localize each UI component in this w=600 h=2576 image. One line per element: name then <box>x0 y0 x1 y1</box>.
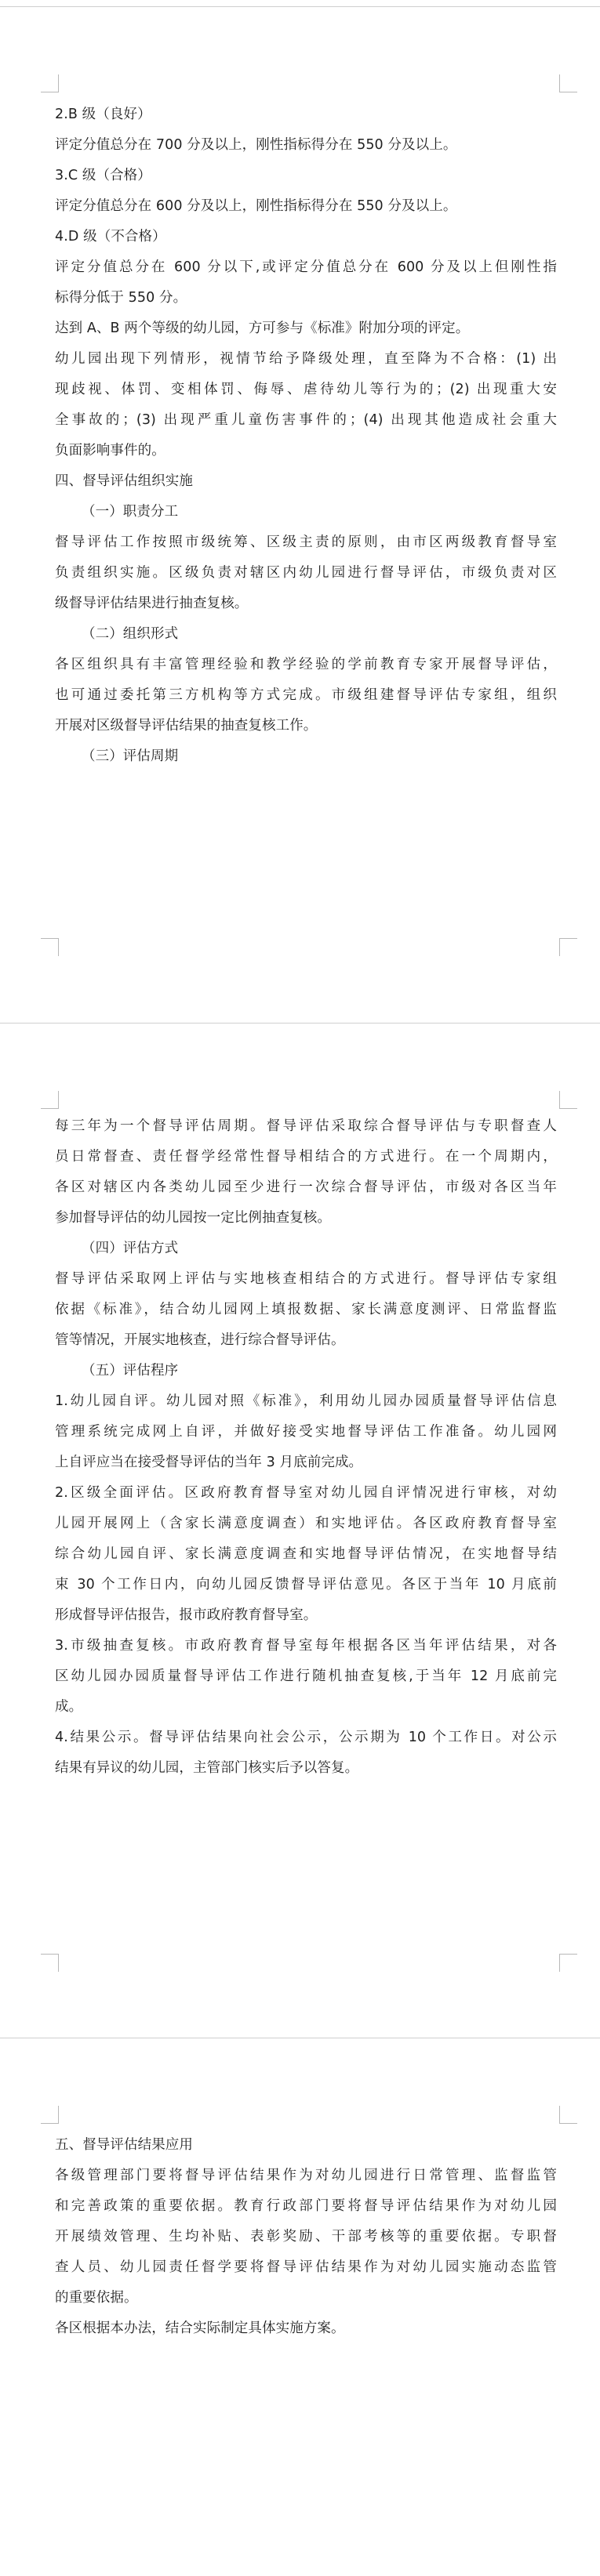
section-heading: 五、督导评估结果应用 <box>55 2137 193 2153</box>
page-body <box>55 1111 557 1784</box>
document-page <box>0 1024 600 2038</box>
margin-corner-mark <box>559 1954 577 1972</box>
paragraph-line: 负面影响事件的。 <box>55 443 165 458</box>
page-body <box>55 100 557 772</box>
paragraph-line: 4.结果公示。督导评估结果向社会公示，公示期为 10 个工作日。对公示 <box>55 1730 557 1745</box>
paragraph-line: 督导评估采取网上评估与实地核查相结合的方式进行。督导评估专家组 <box>55 1271 557 1287</box>
subsection-heading: （二）组织形式 <box>82 626 179 642</box>
paragraph-line: 标得分低于 550 分。 <box>55 290 187 306</box>
page-body <box>55 2130 557 2344</box>
paragraph-line: 评定分值总分在 700 分及以上，刚性指标得分在 550 分及以上。 <box>55 137 457 153</box>
paragraph-line: 1.幼儿园自评。幼儿园对照《标准》，利用幼儿园办园质量督导评估信息 <box>55 1393 557 1409</box>
subsection-heading: （五）评估程序 <box>82 1363 179 1379</box>
margin-corner-mark <box>559 74 577 92</box>
paragraph-line: 束 30 个工作日内，向幼儿园反馈督导评估意见。各区于当年 10 月底前 <box>55 1577 557 1592</box>
document-page <box>0 0 600 1023</box>
paragraph-line: 各区组织具有丰富管理经验和教学经验的学前教育专家开展督导评估， <box>55 657 557 672</box>
paragraph-line: 幼儿园出现下列情形，视情节给予降级处理，直至降为不合格：(1) 出 <box>55 351 557 367</box>
subsection-heading: （四）评估方式 <box>82 1241 179 1256</box>
paragraph-line: 督导评估工作按照市级统筹、区级主责的原则，由市区两级教育督导室 <box>55 534 557 550</box>
paragraph-line: 达到 A、B 两个等级的幼儿园，方可参与《标准》附加分项的评定。 <box>55 321 470 336</box>
paragraph-line: 管等情况，开展实地核查，进行综合督导评估。 <box>55 1332 345 1348</box>
section-heading: 2.B 级（良好） <box>55 107 151 122</box>
paragraph-line: 开展绩效管理、生均补贴、表彰奖励、干部考核等的重要依据。专职督 <box>55 2229 557 2244</box>
section-heading: 3.C 级（合格） <box>55 168 151 183</box>
paragraph-line: 依据《标准》，结合幼儿园网上填报数据、家长满意度测评、日常监督监 <box>55 1302 557 1317</box>
paragraph-line: 和完善政策的重要依据。教育行政部门要将督导评估结果作为对幼儿园 <box>55 2198 557 2214</box>
subsection-heading: （一）职责分工 <box>82 504 179 520</box>
margin-corner-mark <box>41 1954 59 1972</box>
paragraph-line: 员日常督查、责任督学经常性督导相结合的方式进行。在一个周期内， <box>55 1149 557 1165</box>
subsection-heading: （三）评估周期 <box>82 748 179 764</box>
margin-corner-mark <box>559 2106 577 2124</box>
paragraph-line: 3.市级抽查复核。市政府教育督导室每年根据各区当年评估结果，对各 <box>55 1638 557 1654</box>
paragraph-line: 综合幼儿园自评、家长满意度调查和实地督导评估情况，在实地督导结 <box>55 1546 557 1562</box>
paragraph-line: 儿园开展网上（含家长满意度调查）和实地评估。各区政府教育督导室 <box>55 1516 557 1531</box>
paragraph-line: 的重要依据。 <box>55 2290 138 2306</box>
paragraph-line: 评定分值总分在 600 分以下,或评定分值总分在 600 分及以上但刚性指 <box>55 259 557 275</box>
margin-corner-mark <box>41 938 59 956</box>
paragraph-line: 全事故的；(3) 出现严重儿童伤害事件的；(4) 出现其他造成社会重大 <box>55 412 557 428</box>
paragraph-line: 查人员、幼儿园责任督学要将督导评估结果作为对幼儿园实施动态监管 <box>55 2259 557 2275</box>
paragraph-line: 上自评应当在接受督导评估的当年 3 月底前完成。 <box>55 1455 363 1470</box>
margin-corner-mark <box>559 1091 577 1109</box>
paragraph-line: 区幼儿园办园质量督导评估工作进行随机抽查复核,于当年 12 月底前完 <box>55 1668 557 1684</box>
paragraph-line: 参加督导评估的幼儿园按一定比例抽查复核。 <box>55 1210 331 1226</box>
margin-corner-mark <box>41 74 59 92</box>
paragraph-line: 成。 <box>55 1699 83 1715</box>
margin-corner-mark <box>41 1091 59 1109</box>
paragraph-line: 2.区级全面评估。区政府教育督导室对幼儿园自评情况进行审核，对幼 <box>55 1485 557 1501</box>
paragraph-line: 形成督导评估报告，报市政府教育督导室。 <box>55 1607 318 1623</box>
margin-corner-mark <box>559 938 577 956</box>
paragraph-line: 现歧视、体罚、变相体罚、侮辱、虐待幼儿等行为的；(2) 出现重大安 <box>55 382 557 397</box>
document-page <box>0 2038 600 2576</box>
paragraph-line: 开展对区级督导评估结果的抽查复核工作。 <box>55 718 318 734</box>
paragraph-line: 各区根据本办法，结合实际制定具体实施方案。 <box>55 2321 345 2336</box>
margin-corner-mark <box>41 2106 59 2124</box>
paragraph-line: 每三年为一个督导评估周期。督导评估采取综合督导评估与专职督查人 <box>55 1118 557 1134</box>
paragraph-line: 结果有异议的幼儿园，主管部门核实后予以答复。 <box>55 1760 359 1776</box>
paragraph-line: 级督导评估结果进行抽查复核。 <box>55 596 249 611</box>
paragraph-line: 管理系统完成网上自评，并做好接受实地督导评估工作准备。幼儿园网 <box>55 1424 557 1440</box>
section-heading: 四、督导评估组织实施 <box>55 473 193 489</box>
paragraph-line: 评定分值总分在 600 分及以上，刚性指标得分在 550 分及以上。 <box>55 198 457 214</box>
paragraph-line: 也可通过委托第三方机构等方式完成。市级组建督导评估专家组，组织 <box>55 687 557 703</box>
section-heading: 4.D 级（不合格） <box>55 229 166 245</box>
paragraph-line: 各级管理部门要将督导评估结果作为对幼儿园进行日常管理、监督监管 <box>55 2168 557 2183</box>
paragraph-line: 各区对辖区内各类幼儿园至少进行一次综合督导评估，市级对各区当年 <box>55 1179 557 1195</box>
paragraph-line: 负责组织实施。区级负责对辖区内幼儿园进行督导评估，市级负责对区 <box>55 565 557 581</box>
